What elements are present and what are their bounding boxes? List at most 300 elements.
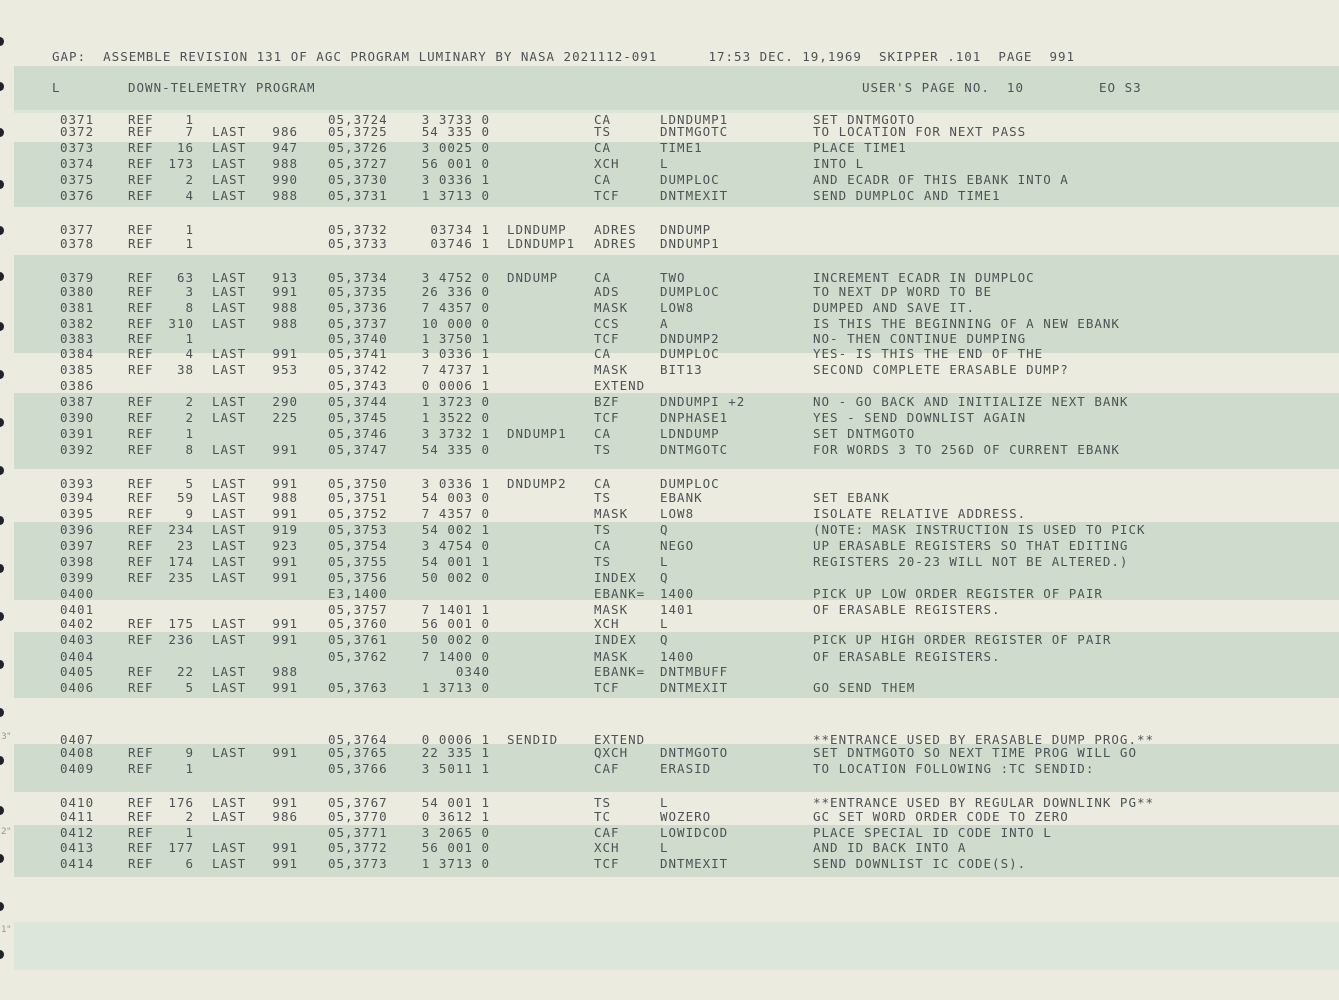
octal-word: 3 4754 0 (421, 538, 490, 553)
octal-word: 56 001 0 (421, 616, 490, 631)
address: 05,3771 (328, 825, 388, 840)
opcode: TCF (594, 331, 620, 346)
operand: TWO (660, 270, 686, 285)
listing-row (0, 125, 1339, 140)
address: 05,3731 (328, 188, 388, 203)
operand: LDNDUMP1 (660, 112, 729, 127)
opcode: MASK (594, 602, 629, 617)
line-number: 0373 (60, 140, 95, 155)
ref-count: 174 (168, 554, 194, 569)
ref-label: REF (128, 761, 154, 776)
listing-row (0, 810, 1339, 825)
listing-row (0, 539, 1339, 554)
octal-word: 10 000 0 (421, 316, 490, 331)
line-number: 0414 (60, 856, 95, 871)
operand: DNTMGOTC (660, 442, 729, 457)
address: 05,3737 (328, 316, 388, 331)
operand: TIME1 (660, 140, 703, 155)
line-number: 0387 (60, 394, 95, 409)
ref-count: 9 (185, 506, 194, 521)
last-page: 988 (272, 188, 298, 203)
comment: AND ID BACK INTO A (813, 840, 967, 855)
last-label: LAST (212, 506, 247, 521)
comment: OF ERASABLE REGISTERS. (813, 649, 1001, 664)
last-page: 986 (272, 809, 298, 824)
address: 05,3766 (328, 761, 388, 776)
octal-word: 54 003 0 (421, 490, 490, 505)
last-page: 290 (272, 394, 298, 409)
opcode: TS (594, 522, 612, 537)
listing-row (0, 603, 1339, 618)
line-number: 0409 (60, 761, 95, 776)
ref-label: REF (128, 476, 154, 491)
last-page: 988 (272, 664, 298, 679)
ref-label: REF (128, 362, 154, 377)
ref-count: 2 (185, 410, 194, 425)
opcode: TC (594, 809, 612, 824)
listing-row (0, 395, 1339, 410)
opcode: MASK (594, 506, 629, 521)
operand: LOW8 (660, 506, 695, 521)
ref-count: 234 (168, 522, 194, 537)
paper-stripe (14, 922, 1339, 970)
last-label: LAST (212, 856, 247, 871)
octal-word: 3 3733 0 (421, 112, 490, 127)
octal-word: 3 0336 1 (421, 476, 490, 491)
comment: NO - GO BACK AND INITIALIZE NEXT BANK (813, 394, 1129, 409)
line-number: 0404 (60, 649, 95, 664)
ref-count: 59 (176, 490, 194, 505)
listing-row (0, 189, 1339, 204)
address: 05,3760 (328, 616, 388, 631)
opcode: INDEX (594, 570, 637, 585)
line-number: 0395 (60, 506, 95, 521)
listing-row (0, 650, 1339, 665)
ref-label: REF (128, 664, 154, 679)
last-label: LAST (212, 442, 247, 457)
octal-word: 3 0336 1 (421, 346, 490, 361)
address: 05,3751 (328, 490, 388, 505)
opcode: TCF (594, 188, 620, 203)
opcode: CA (594, 172, 612, 187)
comment: SEND DOWNLIST IC CODE(S). (813, 856, 1027, 871)
address: 05,3736 (328, 300, 388, 315)
octal-word: 1 3750 1 (421, 331, 490, 346)
operand: DUMPLOC (660, 284, 720, 299)
comment: YES- IS THIS THE END OF THE (813, 346, 1044, 361)
line-number: 0405 (60, 664, 95, 679)
listing-row (0, 587, 1339, 602)
margin-mark: 3" (1, 732, 11, 742)
address: 05,3742 (328, 362, 388, 377)
opcode: EBANK= (594, 586, 646, 601)
address: 05,3726 (328, 140, 388, 155)
opcode: TS (594, 795, 612, 810)
operand: L (660, 795, 669, 810)
address: 05,3752 (328, 506, 388, 521)
address: 05,3763 (328, 680, 388, 695)
address: 05,3735 (328, 284, 388, 299)
address: 05,3733 (328, 236, 388, 251)
octal-word: 7 4357 0 (421, 506, 490, 521)
opcode: EXTEND (594, 732, 646, 747)
comment: OF ERASABLE REGISTERS. (813, 602, 1001, 617)
ref-count: 1 (185, 236, 194, 251)
octal-word: 03746 1 (430, 236, 490, 251)
opcode: CAF (594, 761, 620, 776)
ref-label: REF (128, 410, 154, 425)
listing-row (0, 507, 1339, 522)
opcode: CCS (594, 316, 620, 331)
opcode: XCH (594, 156, 620, 171)
header-code: EO S3 (1099, 80, 1142, 95)
listing-row (0, 317, 1339, 332)
ref-label: REF (128, 570, 154, 585)
ref-label: REF (128, 538, 154, 553)
address: 05,3767 (328, 795, 388, 810)
listing-row (0, 617, 1339, 632)
last-label: LAST (212, 680, 247, 695)
ref-count: 177 (168, 840, 194, 855)
last-label: LAST (212, 664, 247, 679)
comment: SET DNTMGOTO (813, 426, 916, 441)
opcode: MASK (594, 362, 629, 377)
line-number: 0384 (60, 346, 95, 361)
last-page: 991 (272, 840, 298, 855)
last-page: 991 (272, 616, 298, 631)
opcode: TS (594, 124, 612, 139)
address: 05,3746 (328, 426, 388, 441)
address: 05,3747 (328, 442, 388, 457)
opcode: TS (594, 442, 612, 457)
ref-count: 6 (185, 856, 194, 871)
operand: 1401 (660, 602, 695, 617)
ref-count: 8 (185, 300, 194, 315)
last-page: 991 (272, 745, 298, 760)
operand: DNTMBUFF (660, 664, 729, 679)
last-page: 923 (272, 538, 298, 553)
last-label: LAST (212, 490, 247, 505)
opcode: XCH (594, 616, 620, 631)
operand: A (660, 316, 669, 331)
address: 05,3743 (328, 378, 388, 393)
ref-label: REF (128, 124, 154, 139)
last-label: LAST (212, 616, 247, 631)
line-number: 0396 (60, 522, 95, 537)
last-page: 947 (272, 140, 298, 155)
line-number: 0386 (60, 378, 95, 393)
operand: DUMPLOC (660, 476, 720, 491)
opcode: TCF (594, 856, 620, 871)
address: 05,3753 (328, 522, 388, 537)
address: 05,3773 (328, 856, 388, 871)
line-number: 0391 (60, 426, 95, 441)
address: 05,3754 (328, 538, 388, 553)
last-page: 988 (272, 316, 298, 331)
operand: LDNDUMP (660, 426, 720, 441)
address: 05,3762 (328, 649, 388, 664)
address: 05,3772 (328, 840, 388, 855)
last-page: 913 (272, 270, 298, 285)
octal-word: 3 4752 0 (421, 270, 490, 285)
line-number: 0392 (60, 442, 95, 457)
ref-label: REF (128, 331, 154, 346)
ref-count: 38 (176, 362, 194, 377)
last-label: LAST (212, 632, 247, 647)
line-number: 0372 (60, 124, 95, 139)
last-page: 991 (272, 795, 298, 810)
ref-count: 235 (168, 570, 194, 585)
address: 05,3764 (328, 732, 388, 747)
line-number: 0390 (60, 410, 95, 425)
operand: DNDUMP1 (660, 236, 720, 251)
ref-label: REF (128, 745, 154, 760)
opcode: EXTEND (594, 378, 646, 393)
line-number: 0385 (60, 362, 95, 377)
last-label: LAST (212, 410, 247, 425)
comment: PICK UP HIGH ORDER REGISTER OF PAIR (813, 632, 1112, 647)
address: 05,3745 (328, 410, 388, 425)
last-label: LAST (212, 188, 247, 203)
octal-word: 22 335 1 (421, 745, 490, 760)
opcode: ADRES (594, 236, 637, 251)
operand: NEGO (660, 538, 695, 553)
page-header: GAP: ASSEMBLE REVISION 131 OF AGC PROGRAM LUMINARY BY NASA 2021112-091 17:53 DEC. 19,1969 SKIPPER .101 PAGE 991 (52, 49, 1076, 64)
feed-hole (0, 37, 4, 46)
ref-count: 63 (176, 270, 194, 285)
line-number: 0377 (60, 222, 95, 237)
ref-count: 9 (185, 745, 194, 760)
operand: EBANK (660, 490, 703, 505)
ref-count: 8 (185, 442, 194, 457)
last-label: LAST (212, 840, 247, 855)
operand: Q (660, 632, 669, 647)
ref-label: REF (128, 522, 154, 537)
octal-word: 0340 (455, 664, 490, 679)
ref-count: 176 (168, 795, 194, 810)
ref-count: 22 (176, 664, 194, 679)
last-label: LAST (212, 538, 247, 553)
comment: PLACE SPECIAL ID CODE INTO L (813, 825, 1052, 840)
address: 05,3770 (328, 809, 388, 824)
operand: DNTMEXIT (660, 856, 729, 871)
operand: DNDUMP2 (660, 331, 720, 346)
operand: DNTMGOTO (660, 745, 729, 760)
ref-count: 1 (185, 825, 194, 840)
ref-count: 23 (176, 538, 194, 553)
listing-row (0, 237, 1339, 252)
listing-row (0, 443, 1339, 458)
octal-word: 50 002 0 (421, 570, 490, 585)
last-label: LAST (212, 809, 247, 824)
listing-row (0, 857, 1339, 872)
symbol-label: LDNDUMP (507, 222, 567, 237)
operand: DNPHASE1 (660, 410, 729, 425)
comment: GO SEND THEM (813, 680, 916, 695)
comment: TO NEXT DP WORD TO BE (813, 284, 993, 299)
ref-label: REF (128, 809, 154, 824)
ref-count: 236 (168, 632, 194, 647)
octal-word: 1 3713 0 (421, 188, 490, 203)
last-page: 988 (272, 490, 298, 505)
opcode: CA (594, 270, 612, 285)
ref-label: REF (128, 140, 154, 155)
operand: DNDUMP (660, 222, 712, 237)
last-page: 991 (272, 570, 298, 585)
octal-word: 26 336 0 (421, 284, 490, 299)
listing-row (0, 665, 1339, 680)
last-page: 988 (272, 156, 298, 171)
operand: DNTMEXIT (660, 188, 729, 203)
octal-word: 0 0006 1 (421, 732, 490, 747)
octal-word: 54 001 1 (421, 795, 490, 810)
ref-label: REF (128, 316, 154, 331)
ref-label: REF (128, 554, 154, 569)
symbol-label: DNDUMP (507, 270, 559, 285)
last-page: 919 (272, 522, 298, 537)
line-number: 0380 (60, 284, 95, 299)
opcode: EBANK= (594, 664, 646, 679)
line-number: 0401 (60, 602, 95, 617)
listing-row (0, 555, 1339, 570)
last-page: 991 (272, 856, 298, 871)
line-number: 0375 (60, 172, 95, 187)
program-title: DOWN-TELEMETRY PROGRAM (128, 80, 316, 95)
line-number: 0398 (60, 554, 95, 569)
line-number: 0397 (60, 538, 95, 553)
last-label: LAST (212, 124, 247, 139)
listing-row (0, 363, 1339, 378)
opcode: BZF (594, 394, 620, 409)
ref-count: 310 (168, 316, 194, 331)
listing-row (0, 762, 1339, 777)
listing-row (0, 427, 1339, 442)
comment: AND ECADR OF THIS EBANK INTO A (813, 172, 1069, 187)
last-page: 991 (272, 680, 298, 695)
line-number: 0378 (60, 236, 95, 251)
ref-label: REF (128, 222, 154, 237)
ref-count: 175 (168, 616, 194, 631)
ref-count: 2 (185, 172, 194, 187)
opcode: CA (594, 140, 612, 155)
listing-row (0, 571, 1339, 586)
operand: DNTMEXIT (660, 680, 729, 695)
listing-row (0, 141, 1339, 156)
last-label: LAST (212, 795, 247, 810)
last-label: LAST (212, 554, 247, 569)
symbol-label: DNDUMP1 (507, 426, 567, 441)
last-page: 991 (272, 442, 298, 457)
last-label: LAST (212, 156, 247, 171)
octal-word: 1 3713 0 (421, 680, 490, 695)
ref-label: REF (128, 112, 154, 127)
address: 05,3732 (328, 222, 388, 237)
listing-row (0, 332, 1339, 347)
octal-word: 7 1401 1 (421, 602, 490, 617)
symbol-label: SENDID (507, 732, 559, 747)
ref-label: REF (128, 616, 154, 631)
octal-word: 03734 1 (430, 222, 490, 237)
last-page: 991 (272, 346, 298, 361)
last-label: LAST (212, 522, 247, 537)
operand: Q (660, 570, 669, 585)
ref-count: 16 (176, 140, 194, 155)
opcode: QXCH (594, 745, 629, 760)
ref-label: REF (128, 825, 154, 840)
last-label: LAST (212, 172, 247, 187)
address: 05,3741 (328, 346, 388, 361)
address: 05,3756 (328, 570, 388, 585)
line-number: 0413 (60, 840, 95, 855)
comment: ISOLATE RELATIVE ADDRESS. (813, 506, 1027, 521)
operand: LOWIDCOD (660, 825, 729, 840)
comment: SECOND COMPLETE ERASABLE DUMP? (813, 362, 1069, 377)
address: 05,3734 (328, 270, 388, 285)
opcode: ADS (594, 284, 620, 299)
last-label: LAST (212, 316, 247, 331)
octal-word: 3 3732 1 (421, 426, 490, 441)
opcode: INDEX (594, 632, 637, 647)
comment: (NOTE: MASK INSTRUCTION IS USED TO PICK (813, 522, 1146, 537)
comment: SEND DUMPLOC AND TIME1 (813, 188, 1001, 203)
comment: TO LOCATION FOLLOWING :TC SENDID: (813, 761, 1095, 776)
comment: DUMPED AND SAVE IT. (813, 300, 975, 315)
address: 05,3761 (328, 632, 388, 647)
operand: DNTMGOTC (660, 124, 729, 139)
octal-word: 3 5011 1 (421, 761, 490, 776)
ref-label: REF (128, 795, 154, 810)
octal-word: 56 001 0 (421, 156, 490, 171)
address: 05,3765 (328, 745, 388, 760)
operand: L (660, 156, 669, 171)
address: 05,3727 (328, 156, 388, 171)
ref-label: REF (128, 188, 154, 203)
operand: ERASID (660, 761, 712, 776)
subheader-left: L (52, 80, 61, 95)
comment: PICK UP LOW ORDER REGISTER OF PAIR (813, 586, 1103, 601)
octal-word: 3 0336 1 (421, 172, 490, 187)
ref-label: REF (128, 632, 154, 647)
line-number: 0381 (60, 300, 95, 315)
line-number: 0411 (60, 809, 95, 824)
ref-label: REF (128, 840, 154, 855)
ref-count: 1 (185, 426, 194, 441)
line-number: 0393 (60, 476, 95, 491)
ref-count: 5 (185, 476, 194, 491)
comment: NO- THEN CONTINUE DUMPING (813, 331, 1027, 346)
line-number: 0412 (60, 825, 95, 840)
operand: L (660, 554, 669, 569)
comment: SET DNTMGOTO SO NEXT TIME PROG WILL GO (813, 745, 1137, 760)
line-number: 0394 (60, 490, 95, 505)
last-label: LAST (212, 270, 247, 285)
ref-label: REF (128, 236, 154, 251)
comment: SET EBANK (813, 490, 890, 505)
octal-word: 7 4357 0 (421, 300, 490, 315)
last-page: 991 (272, 284, 298, 299)
comment: REGISTERS 20-23 WILL NOT BE ALTERED.) (813, 554, 1129, 569)
octal-word: 1 3723 0 (421, 394, 490, 409)
ref-count: 1 (185, 112, 194, 127)
listing-row (0, 301, 1339, 316)
ref-count: 1 (185, 761, 194, 776)
address: 05,3724 (328, 112, 388, 127)
operand: Q (660, 522, 669, 537)
opcode: TCF (594, 680, 620, 695)
comment: YES - SEND DOWNLIST AGAIN (813, 410, 1027, 425)
ref-label: REF (128, 156, 154, 171)
line-number: 0403 (60, 632, 95, 647)
